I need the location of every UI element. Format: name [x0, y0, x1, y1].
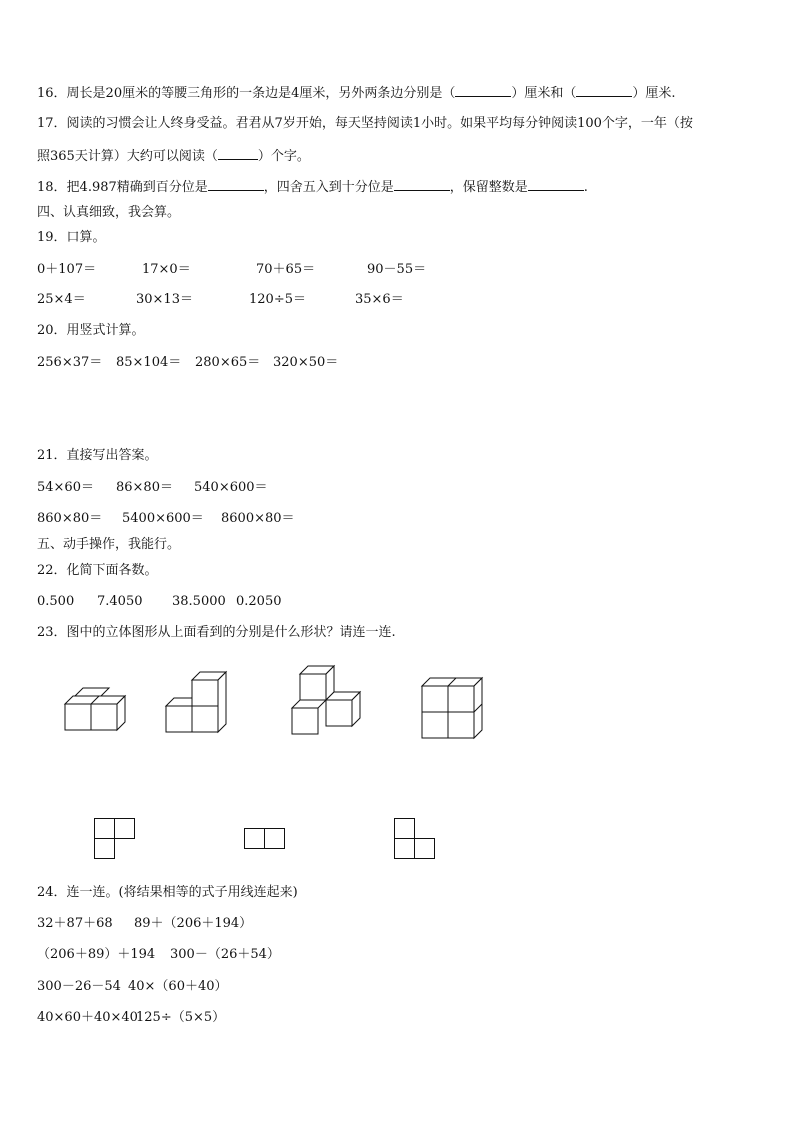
question-number: 16．: [37, 86, 67, 101]
question-text: 照365天计算）大约可以阅读（: [37, 149, 218, 164]
question-text: 把4.987精确到百分位是: [66, 180, 208, 195]
answer-blank[interactable]: [218, 147, 258, 160]
math-expression: 85×104＝: [116, 355, 182, 370]
decimal-number: 38.5000: [172, 594, 226, 609]
question-22-title: 22．化简下面各数。: [37, 563, 158, 578]
matching-row: [37, 979, 228, 995]
question-text: ，四舍五入到十分位是: [263, 180, 394, 195]
matching-row: [37, 947, 280, 963]
decimal-number: 7.4050: [97, 594, 143, 609]
question-19-row-2: [37, 292, 404, 308]
match-item-right[interactable]: 125÷（5×5）: [136, 1010, 226, 1025]
math-expression: 30×13＝: [136, 292, 193, 307]
solid-figure-3[interactable]: [286, 664, 366, 736]
question-19-title: 19．口算。: [37, 230, 106, 245]
answer-blank[interactable]: [528, 178, 584, 191]
math-expression: 25×4＝: [37, 292, 86, 307]
question-20-row: [37, 355, 338, 371]
match-item-left[interactable]: 40×60＋40×40: [37, 1010, 138, 1025]
answer-blank[interactable]: [394, 178, 450, 191]
answer-blank[interactable]: [455, 84, 511, 97]
math-expression: 70＋65＝: [256, 262, 316, 277]
decimal-number: 0.2050: [236, 594, 282, 609]
question-text: 阅读的习惯会让人终身受益。君君从7岁开始，每天坚持阅读1小时。如果平均每分钟阅读100个字，一年（按: [66, 116, 693, 131]
question-17-line-1: [37, 116, 693, 132]
match-item-left[interactable]: （206＋89）＋194: [37, 947, 156, 962]
math-expression: 540×600＝: [194, 480, 268, 495]
question-22-row: [37, 594, 282, 610]
math-expression: 0＋107＝: [37, 262, 97, 277]
math-expression: 86×80＝: [116, 480, 173, 495]
top-view-1[interactable]: [94, 818, 136, 860]
matching-row: [37, 916, 252, 932]
question-20-title: 20．用竖式计算。: [37, 323, 145, 338]
math-expression: 54×60＝: [37, 480, 94, 495]
decimal-number: 0.500: [37, 594, 75, 609]
question-21-title: 21．直接写出答案。: [37, 448, 158, 463]
question-17-line-2: [37, 147, 310, 165]
question-24-title: 24．连一连。(将结果相等的式子用线连起来): [37, 885, 298, 900]
match-item-right[interactable]: 300－（26＋54）: [170, 947, 280, 962]
solid-figure-1[interactable]: [60, 682, 130, 732]
question-18: [37, 178, 588, 196]
math-expression: 8600×80＝: [221, 511, 295, 526]
question-16: [37, 84, 676, 102]
answer-blank[interactable]: [208, 178, 264, 191]
question-text: ）厘米和（: [511, 86, 577, 101]
math-expression: 90－55＝: [367, 262, 427, 277]
math-expression: 35×6＝: [355, 292, 404, 307]
section-heading-4: 四、认真细致，我会算。: [37, 205, 181, 220]
question-text: ）厘米.: [632, 86, 676, 101]
question-text: ，保留整数是: [449, 180, 528, 195]
top-view-3[interactable]: [394, 818, 436, 860]
question-23-title: 23．图中的立体图形从上面看到的分别是什么形状？请连一连.: [37, 625, 396, 640]
top-view-2[interactable]: [244, 828, 286, 850]
question-text: 周长是20厘米的等腰三角形的一条边是4厘米，另外两条边分别是（: [66, 86, 456, 101]
math-expression: 860×80＝: [37, 511, 103, 526]
math-expression: 5400×600＝: [122, 511, 204, 526]
match-item-left[interactable]: 300－26－54: [37, 979, 121, 994]
question-number: 17．: [37, 116, 67, 131]
section-heading-5: 五、动手操作，我能行。: [37, 537, 181, 552]
match-item-right[interactable]: 89＋（206＋194）: [134, 916, 253, 931]
solid-figure-4[interactable]: [418, 676, 488, 742]
match-item-left[interactable]: 32＋87＋68: [37, 916, 113, 931]
math-expression: 280×65＝: [195, 355, 261, 370]
question-text: .: [583, 180, 588, 195]
match-item-right[interactable]: 40×（60＋40）: [128, 979, 228, 994]
math-expression: 120÷5＝: [249, 292, 306, 307]
matching-row: [37, 1010, 225, 1026]
answer-blank[interactable]: [576, 84, 632, 97]
solid-figure-2[interactable]: [160, 670, 230, 734]
question-21-row-1: [37, 480, 268, 496]
question-number: 18．: [37, 180, 67, 195]
question-21-row-2: [37, 511, 295, 527]
question-19-row-1: [37, 262, 426, 278]
math-expression: 320×50＝: [273, 355, 339, 370]
math-expression: 256×37＝: [37, 355, 103, 370]
question-text: ）个字。: [257, 149, 310, 164]
math-expression: 17×0＝: [142, 262, 191, 277]
